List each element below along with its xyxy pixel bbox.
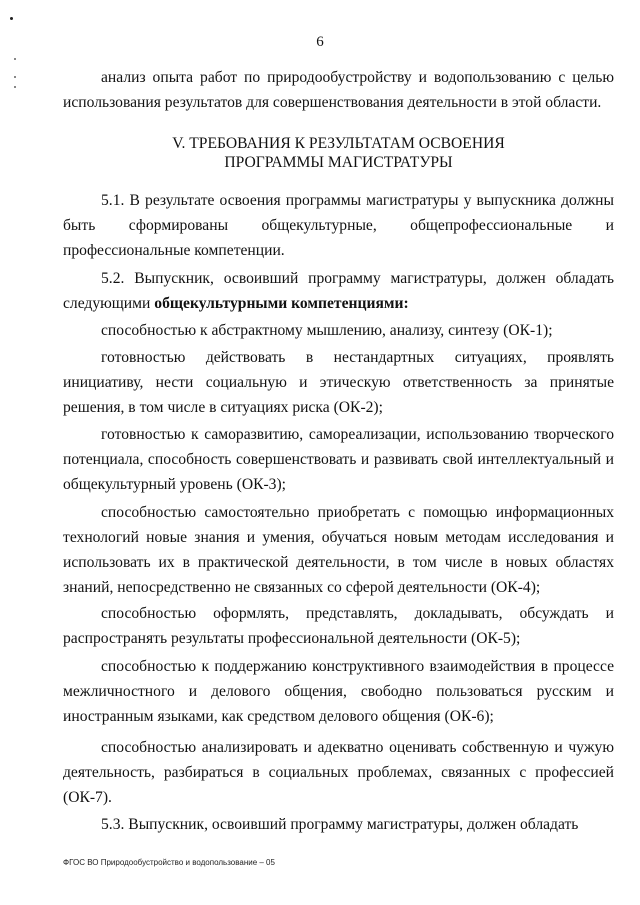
competency-ok-4: способностью самостоятельно приобретать с помощью информационных технологий новые знания и умения, обучаться новым методам исследования и использовать их в практической деятельности, в том числе в новых областях знаний, непосредственно не связанных со сферой деятельности (ОК-4); [63,504,614,596]
competency-ok-5: способностью оформлять, представлять, докладывать, обсуждать и распространять результаты профессиональной деятельности (ОК-5); [63,605,614,647]
scan-mark [14,86,16,88]
competency-ok-2: готовностью действовать в нестандартных ситуациях, проявлять инициативу, нести социальную и этическую ответственность за принятые решения, в том числе в ситуациях риска (ОК-2); [63,349,614,416]
competency-ok-3: готовностью к саморазвитию, самореализации, использованию творческого потенциала, способность совершенствовать и развивать свой интеллектуальный и общекультурный уровень (ОК-3); [63,426,614,493]
paragraph-5-1: 5.1. В результате освоения программы магистратуры у выпускника должны быть сформированы общекультурные, общепрофессиональные и профессиональные компетенции. [63,192,614,259]
section-heading [63,134,614,172]
competency-ok-7: способностью анализировать и адекватно оценивать собственную и чужую деятельность, разбираться в социальных проблемах, связанных с профессией (ОК-7). [63,739,614,806]
section-heading-line1: V. ТРЕБОВАНИЯ К РЕЗУЛЬТАТАМ ОСВОЕНИЯ [172,135,505,152]
competency-ok-6: способностью к поддержанию конструктивного взаимодействия в процессе межличностного и делового общения, свободно пользоваться русским и иностранным языками, как средством делового общения (ОК-6); [63,658,614,725]
paragraph-5-2-lead: 5.2. Выпускник, освоивший программу магистратуры, должен обладать следующими [63,270,614,312]
paragraph-5-2 [63,266,614,316]
scan-mark [10,17,13,20]
footer-note: ФГОС ВО Природообустройство и водопользование – 05 [63,858,275,867]
competency-ok-1: способностью к абстрактному мышлению, анализу, синтезу (ОК-1); [101,322,553,339]
page-number: 6 [316,34,324,50]
scan-mark [14,76,16,78]
scan-mark [14,58,16,60]
intro-paragraph: анализ опыта работ по природообустройству и водопользованию с целью использования результатов для совершенствования деятельности в этой области. [63,69,614,111]
paragraph-5-3: 5.3. Выпускник, освоивший программу магистратуры, должен обладать [101,816,579,833]
section-heading-line2: ПРОГРАММЫ МАГИСТРАТУРЫ [224,154,453,171]
paragraph-5-2-bold: общекультурными компетенциями: [154,295,409,312]
